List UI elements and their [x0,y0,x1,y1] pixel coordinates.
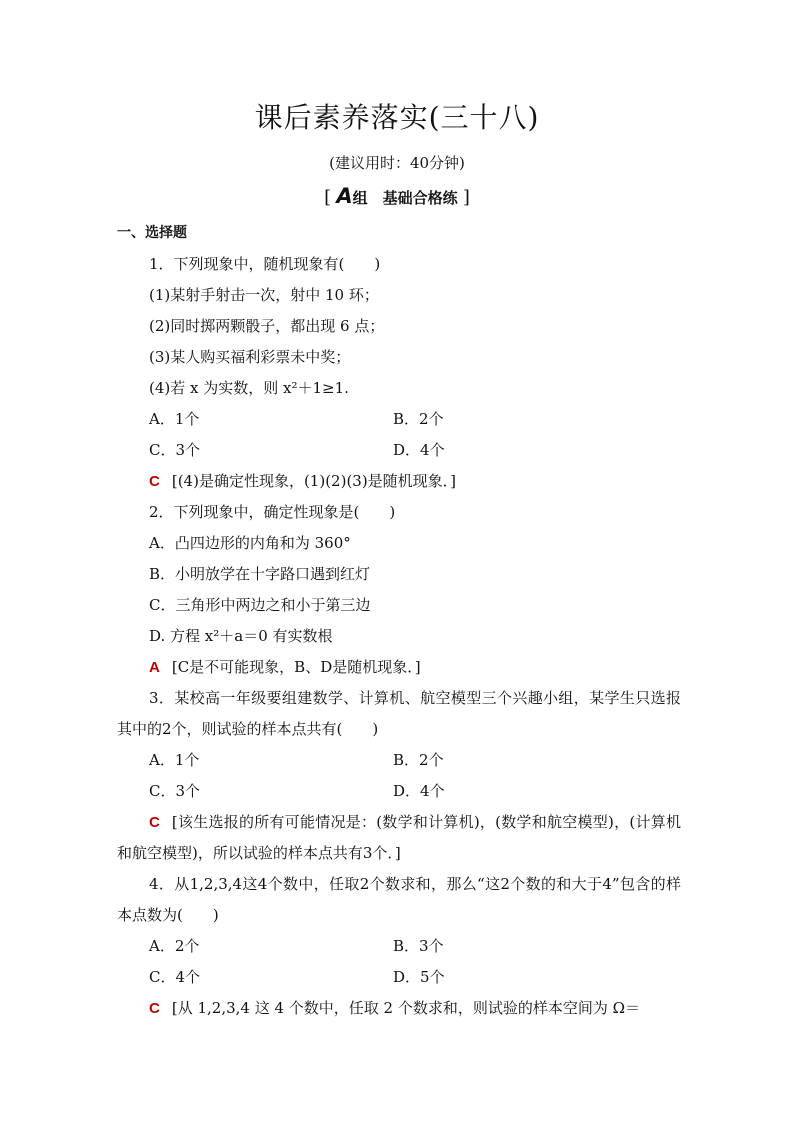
time-suggestion: (建议用时：40分钟) [329,154,465,172]
group-letter: A [336,184,353,208]
q3-option-b: B．2个 [393,751,444,769]
q1-item: (4)若 x 为实数，则 x²＋1≥1. [149,379,349,397]
q1-answer-line [117,466,681,497]
q2-option-d: D. 方程 x²＋a＝0 有实数根 [149,627,333,645]
group-bracket-left: [ [324,187,332,208]
group-label: 组 基础合格练 [352,189,458,207]
q3-answer: C [149,814,160,831]
q4-option-a: A．2个 [149,937,200,955]
q4-options-row [117,931,681,962]
page-title: 课后素养落实(三十八) [254,101,540,134]
q1-option-b: B．2个 [393,410,444,428]
q2-option-a: A．凸四边形的内角和为 360° [149,534,351,552]
q1-option-a: A．1个 [149,410,200,428]
q3-explanation: [该生选报的所有可能情况是：(数学和计算机)，(数学和航空模型)，(计算机和航空模型)，所以试验的样本点共有3个．] [117,813,681,862]
section-heading: 一、选择题 [117,225,187,241]
q1-item: (2)同时掷两颗骰子，都出现 6 点； [149,317,385,335]
q1-stem: 1．下列现象中，随机现象有( ) [149,255,381,273]
q1-explanation: [(4)是确定性现象，(1)(2)(3)是随机现象．] [171,472,457,490]
group-bracket-right: ] [462,187,470,208]
q2-option-c: C．三角形中两边之和小于第三边 [149,596,371,614]
q2-answer: A [149,659,160,676]
q3-option-d: D．4个 [393,782,445,800]
q2-answer-line [117,652,681,683]
q2-option-b: B．小明放学在十字路口遇到红灯 [149,565,371,583]
q2-stem: 2．下列现象中，确定性现象是( ) [149,503,396,521]
q1-item: (3)某人购买福利彩票未中奖； [149,348,351,366]
q1-item: (1)某射手射击一次，射中 10 环； [149,286,379,304]
group-heading [0,184,794,208]
q1-options-row [117,404,681,435]
q1-answer: C [149,473,160,490]
q1-options-row [117,435,681,466]
q4-option-b: B．3个 [393,937,444,955]
q3-option-c: C．3个 [149,782,201,800]
q3-stem: 3．某校高一年级要组建数学、计算机、航空模型三个兴趣小组，某学生只选报其中的2个，则试验的样本点共有( ) [117,689,681,738]
q4-explanation: [从 1,2,3,4 这 4 个数中，任取 2 个数求和，则试验的样本空间为 Ω＝ [171,999,641,1017]
q4-answer: C [149,1000,160,1017]
q3-answer-line [117,807,681,869]
q3-options-row [117,745,681,776]
q4-option-d: D．5个 [393,968,445,986]
q4-answer-line [117,993,681,1024]
questions [117,218,681,1024]
q3-options-row [117,776,681,807]
q4-options-row [117,962,681,993]
q2-explanation: [C是不可能现象，B、D是随机现象．] [171,658,421,676]
q4-option-c: C．4个 [149,968,201,986]
q3-option-a: A．1个 [149,751,200,769]
q4-stem: 4．从1,2,3,4这4个数中，任取2个数求和，那么“这2个数的和大于4”包含的样本点数为( ) [117,875,681,924]
q1-option-c: C．3个 [149,441,201,459]
q1-option-d: D．4个 [393,441,445,459]
